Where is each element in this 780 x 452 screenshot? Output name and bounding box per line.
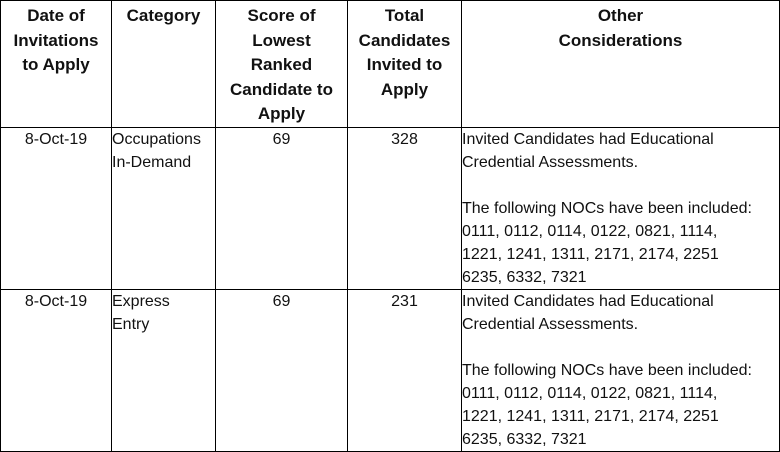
cell-score: 69 bbox=[216, 127, 348, 289]
other-line: Invited Candidates had Educational bbox=[462, 292, 714, 310]
cell-date: 8-Oct-19 bbox=[1, 127, 112, 289]
paragraph-gap bbox=[462, 174, 779, 197]
other-line: 0111, 0112, 0114, 0122, 0821, 1114, bbox=[462, 384, 718, 402]
header-date-line: Invitations bbox=[13, 30, 99, 50]
other-line: 1221, 1241, 1311, 2171, 2174, 2251 bbox=[462, 407, 719, 425]
cell-other-considerations bbox=[462, 289, 780, 451]
header-other-line: Other bbox=[597, 6, 644, 25]
header-score-line: Apply bbox=[257, 104, 306, 123]
header-other bbox=[462, 1, 780, 128]
header-total bbox=[348, 1, 462, 128]
other-line: 0111, 0112, 0114, 0122, 0821, 1114, bbox=[462, 222, 718, 240]
category-line: In-Demand bbox=[112, 153, 192, 171]
header-other-line: Considerations bbox=[558, 30, 683, 50]
header-total-line: Candidates bbox=[358, 30, 451, 50]
header-date-line: to Apply bbox=[22, 55, 90, 74]
paragraph-gap bbox=[462, 336, 779, 359]
category-line: Express bbox=[112, 292, 170, 310]
header-category bbox=[112, 1, 216, 128]
other-line: 6235, 6332, 7321 bbox=[462, 268, 587, 286]
other-line: 6235, 6332, 7321 bbox=[462, 430, 587, 448]
cell-score: 69 bbox=[216, 289, 348, 451]
header-category-line: Category bbox=[126, 6, 201, 25]
cell-total: 328 bbox=[348, 127, 462, 289]
table-row bbox=[1, 127, 780, 289]
cell-category bbox=[112, 289, 216, 451]
cell-date: 8-Oct-19 bbox=[1, 289, 112, 451]
other-line: The following NOCs have been included: bbox=[462, 199, 752, 217]
other-line: 1221, 1241, 1311, 2171, 2174, 2251 bbox=[462, 245, 719, 263]
header-total-line: Invited to bbox=[366, 55, 443, 74]
cell-other-considerations bbox=[462, 127, 780, 289]
header-date bbox=[1, 1, 112, 128]
other-line: Credential Assessments. bbox=[462, 153, 639, 171]
other-line: Credential Assessments. bbox=[462, 315, 639, 333]
header-score-line: Score of bbox=[247, 6, 316, 25]
other-line: Invited Candidates had Educational bbox=[462, 130, 714, 148]
header-score bbox=[216, 1, 348, 128]
header-total-line: Total bbox=[384, 6, 425, 25]
header-total-line: Apply bbox=[380, 79, 429, 99]
header-date-line: Date of bbox=[27, 6, 85, 25]
header-score-line: Lowest bbox=[252, 30, 311, 50]
table-row bbox=[1, 289, 780, 451]
header-score-line: Candidate to bbox=[230, 79, 333, 99]
category-line: Entry bbox=[112, 315, 150, 333]
category-line: Occupations bbox=[112, 130, 201, 148]
cell-total: 231 bbox=[348, 289, 462, 451]
header-row bbox=[1, 1, 780, 128]
cell-category bbox=[112, 127, 216, 289]
other-line: The following NOCs have been included: bbox=[462, 361, 752, 379]
header-score-line: Ranked bbox=[250, 55, 313, 74]
